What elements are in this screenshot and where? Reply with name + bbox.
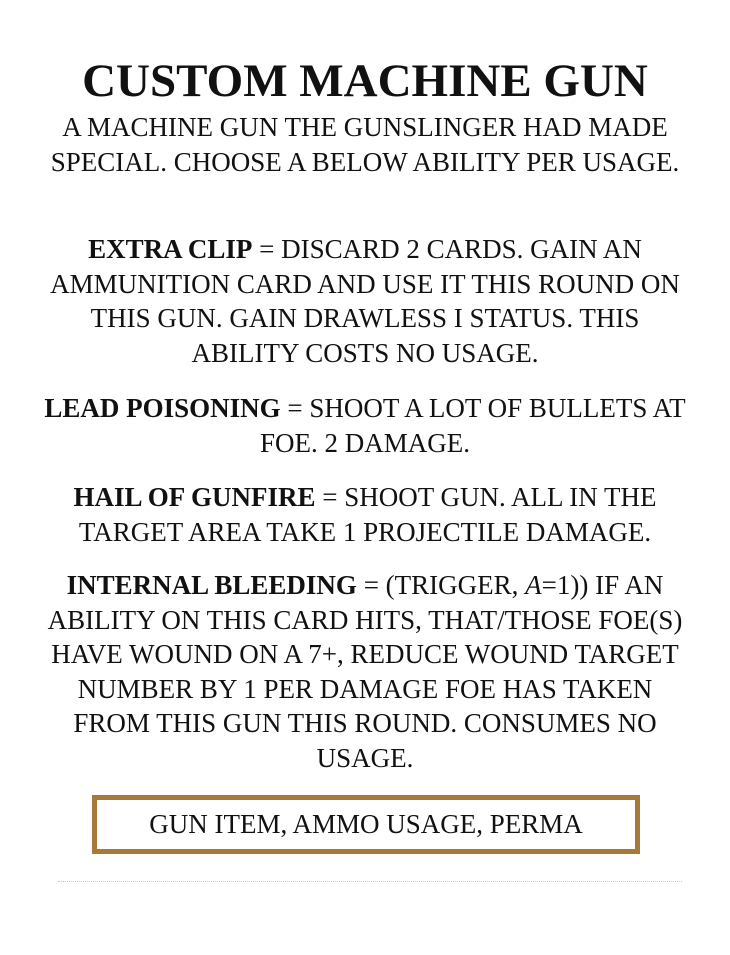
card-description: A MACHINE GUN THE GUNSLINGER HAD MADE SPECIAL. CHOOSE A BELOW ABILITY PER USAGE. [50, 112, 680, 177]
ability-extra-clip [40, 232, 690, 370]
ability-name: EXTRA CLIP [88, 234, 253, 264]
ability-text-after: =1)) IF AN ABILITY ON THIS CARD HITS, THAT/THOSE FOE(S) HAVE WOUND ON A 7+, REDUCE WOUND TARGET NUMBER BY 1 PER DAMAGE FOE HAS TAKEN FROM THIS GUN THIS ROUND. CONSUMES NO USAGE. [47, 570, 683, 773]
ability-hail-of-gunfire [40, 480, 690, 549]
item-tags: GUN ITEM, AMMO USAGE, PERMA [149, 809, 583, 839]
ability-variable: A [525, 570, 542, 600]
ability-text: SHOOT GUN. ALL IN THE TARGET AREA TAKE 1 PROJECTILE DAMAGE. [78, 482, 657, 547]
ability-name: INTERNAL BLEEDING [66, 570, 357, 600]
ability-internal-bleeding [40, 568, 690, 775]
ability-text: DISCARD 2 CARDS. GAIN AN AMMUNITION CARD AND USE IT THIS ROUND ON THIS GUN. GAIN DRAWLESS I STATUS. THIS ABILITY COSTS NO USAGE. [50, 234, 680, 368]
page-divider [58, 881, 682, 882]
ability-text-before: (TRIGGER, [385, 570, 526, 600]
ability-text: SHOOT A LOT OF BULLETS AT FOE. 2 DAMAGE. [259, 393, 686, 458]
ability-separator: = [315, 482, 345, 512]
ability-name: HAIL OF GUNFIRE [73, 482, 316, 512]
ability-lead-poisoning [40, 391, 690, 460]
ability-separator: = [356, 570, 386, 600]
ability-name: LEAD POISONING [44, 393, 281, 423]
card-title: CUSTOM MACHINE GUN [82, 55, 648, 107]
item-tags-box [92, 795, 640, 854]
ability-separator: = [252, 234, 282, 264]
ability-separator: = [280, 393, 310, 423]
